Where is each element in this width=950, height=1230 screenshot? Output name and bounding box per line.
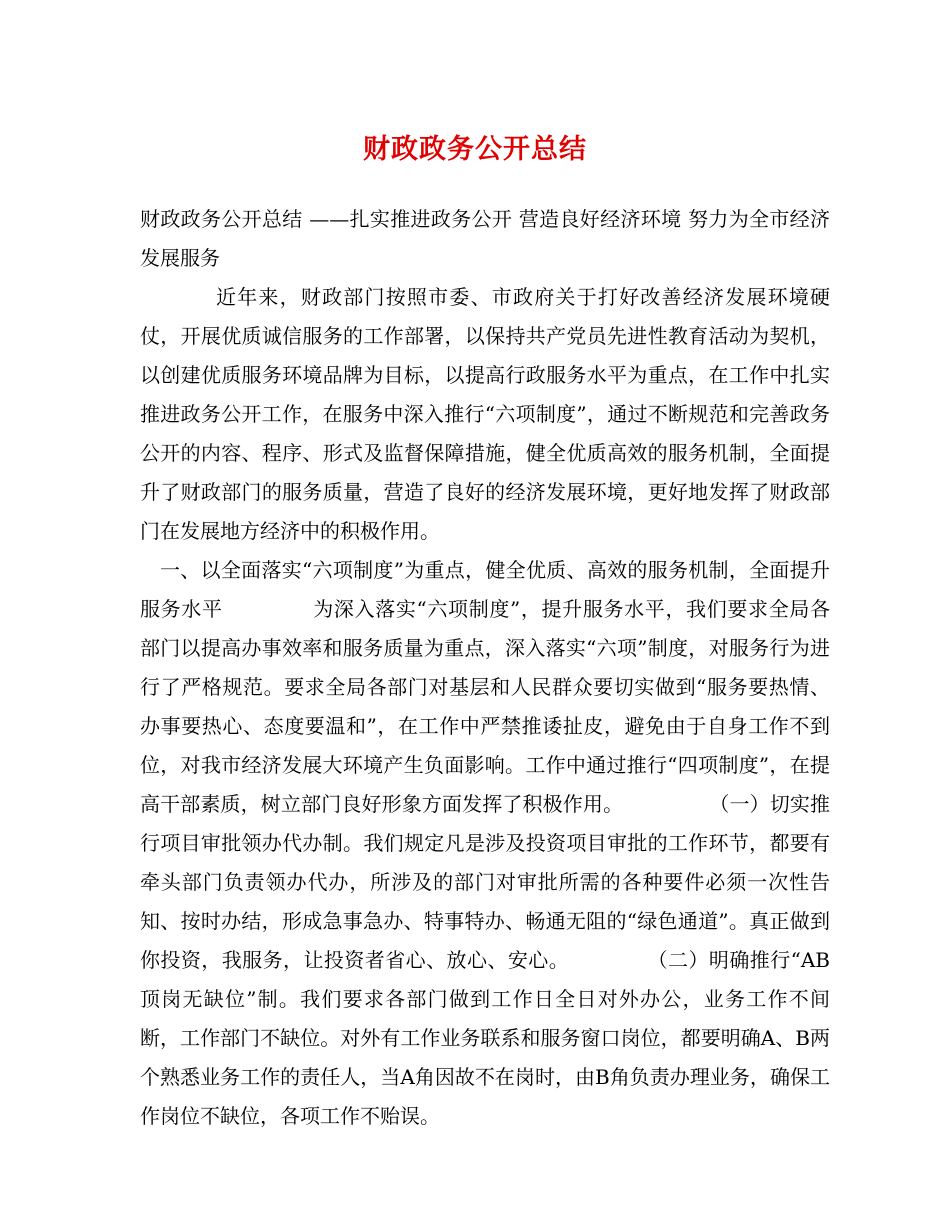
section1-body: 为深入落实“六项制度”，提升服务水平，我们要求全局各部门以提高办事效率和服务质量为重点，深入落实“六项”制度，对服务行为进行了严格规范。要求全局各部门对基层和人民群众要切实做到“服务要热情、办事要热心、态度要温和”，在工作中严禁推诿扯皮，避免由于自身工作不到位，对我市经济发展大环境产生负面影响。工作中通过推行“四项制度”，在提高干部素质，树立部门良好形象方面发挥了积极作用。 <box>140 597 830 816</box>
item1-text: （一）切实推行项目审批领办代办制。我们规定凡是涉及投资项目审批的工作环节，都要有牵头部门负责领办代办，所涉及的部门对审批所需的各种要件必须一次性告知、按时办结，形成急事急办、特事特办、畅通无阻的“绿色通道”。真正做到你投资，我服务，让投资者省心、放心、安心。 <box>140 792 831 972</box>
section1-paragraph <box>140 551 830 1136</box>
section1-heading: 一、以全面落实“六项制度”为重点，健全优质、高效的服务机制，全面提升服务水平 <box>140 558 830 621</box>
item2-text: （二）明确推行“AB顶岗无缺位”制。我们要求各部门做到工作日全日对外办公，业务工作不间断，工作部门不缺位。对外有工作业务联系和服务窗口岗位，都要明确A、B两个熟悉业务工作的责任人，当A角因故不在岗时，由B角负责办理业务，确保工作岗位不缺位，各项工作不贻误。 <box>140 948 831 1128</box>
intro-paragraph: 近年来，财政部门按照市委、市政府关于打好改善经济发展环境硬仗，开展优质诚信服务的工作部署，以保持共产党员先进性教育活动为契机，以创建优质服务环境品牌为目标，以提高行政服务水平为重点，在工作中扎实推进政务公开工作，在服务中深入推行“六项制度”，通过不断规范和完善政务公开的内容、程序、形式及监督保障措施，健全优质高效的服务机制，全面提升了财政部门的服务质量，营造了良好的经济发展环境，更好地发挥了财政部门在发展地方经济中的积极作用。 <box>140 285 830 543</box>
subtitle-paragraph: 财政政务公开总结 ——扎实推进政务公开 营造良好经济环境 努力为全市经济发展服务 <box>140 207 830 270</box>
document-title: 财政政务公开总结 <box>363 134 587 165</box>
document-body <box>140 200 830 1136</box>
